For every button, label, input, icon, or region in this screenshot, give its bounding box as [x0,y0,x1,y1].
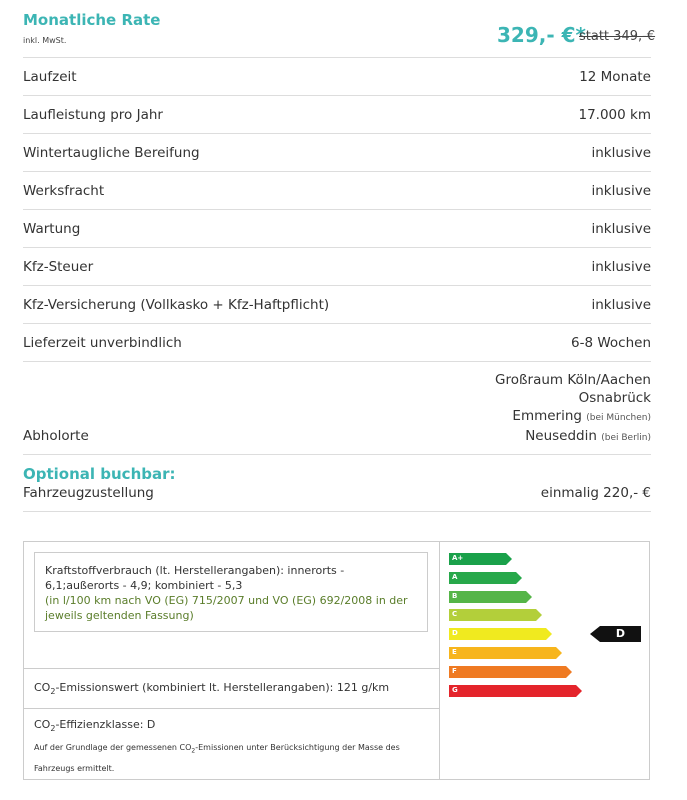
detail-value: inklusive [591,297,651,313]
monthly-price: 329,- €* [497,23,586,47]
co2-efficiency-row [24,708,439,782]
fuel-consumption-text: Kraftstoffverbrauch (lt. Herstellerangaben): innerorts - 6,1;außerorts - 4,9; kombiniert - 5,3 [45,564,345,592]
optional-section [23,454,651,512]
efficiency-bar-a [449,572,516,584]
detail-value: inklusive [591,221,651,237]
optional-title: Optional buchbar: [23,465,176,483]
detail-value: inklusive [591,259,651,275]
vat-note: inkl. MwSt. [23,36,67,45]
detail-label: Wintertaugliche Bereifung [23,145,200,161]
efficiency-bar-e [449,647,556,659]
detail-value: 12 Monate [579,69,651,85]
efficiency-note: Auf der Grundlage der gemessenen $CO_2$-Emissionen unter Berücksichtigung der Masse des Fahrzeugs ermittelt. [34,743,400,773]
co2-emission-row [24,668,439,709]
co2-info-box [23,541,650,780]
detail-row-laufzeit [23,57,651,96]
detail-label: Werksfracht [23,183,105,199]
efficiency-bar-label: C [452,610,458,619]
detail-row-lieferzeit [23,323,651,362]
detail-label: Laufleistung pro Jahr [23,107,163,123]
detail-row-bereifung [23,133,651,172]
efficiency-bar-d [449,628,546,640]
detail-row-kfz-steuer [23,247,651,286]
detail-row-laufleistung [23,95,651,134]
efficiency-bar-c [449,609,536,621]
detail-row-versicherung [23,285,651,324]
detail-label: Kfz-Versicherung (Vollkasko + Kfz-Haftpflicht) [23,297,330,313]
pickup-location: Emmering (bei München) [512,408,651,424]
efficiency-bar-f [449,666,566,678]
efficiency-bar-label: B [452,591,458,600]
pickup-location: Großraum Köln/Aachen [495,372,651,388]
detail-label: Lieferzeit unverbindlich [23,335,182,351]
efficiency-class-text: $CO_2$-Effizienzklasse: D [34,718,156,734]
efficiency-bar-a-plus [449,553,506,565]
detail-value: inklusive [591,183,651,199]
efficiency-bar-label: G [452,685,458,694]
efficiency-bar-label: F [452,666,457,675]
fuel-consumption-box [34,552,428,632]
detail-label: Kfz-Steuer [23,259,94,275]
pickup-label: Abholorte [23,428,89,444]
marker-arrow-icon [590,626,600,642]
optional-label: Fahrzeugzustellung [23,485,154,501]
detail-value: inklusive [591,145,651,161]
detail-label: Wartung [23,221,81,237]
optional-value: einmalig 220,- € [540,485,651,501]
detail-value: 6-8 Wochen [571,335,651,351]
detail-row-werksfracht [23,171,651,210]
marker-label: D [600,626,641,642]
co2-text-column [24,542,440,779]
monthly-rate-title: Monatliche Rate [23,11,161,29]
detail-row-abholorte [23,361,651,455]
efficiency-bar-g [449,685,576,697]
efficiency-bar-label: A+ [452,554,464,562]
pickup-location: Osnabrück [578,390,651,406]
fuel-regulation-text: (in l/100 km nach VO (EG) 715/2007 und VO (EG) 692/2008 in der jeweils geltenden Fassung) [45,594,408,622]
co2-emission-text: $CO_2$-Emissionswert (kombiniert lt. Herstellerangaben): 121 g/km [34,681,390,697]
pickup-location: Neuseddin (bei Berlin) [525,428,651,444]
efficiency-bar-b [449,591,526,603]
old-price: statt 349,-€ [579,29,656,44]
detail-label: Laufzeit [23,69,77,85]
pickup-locations [495,371,651,447]
efficiency-bar-label: E [452,648,457,656]
efficiency-bar-label: D [452,629,458,638]
efficiency-bar-label: A [452,572,458,581]
detail-row-wartung [23,209,651,248]
detail-value: 17.000 km [578,107,651,123]
